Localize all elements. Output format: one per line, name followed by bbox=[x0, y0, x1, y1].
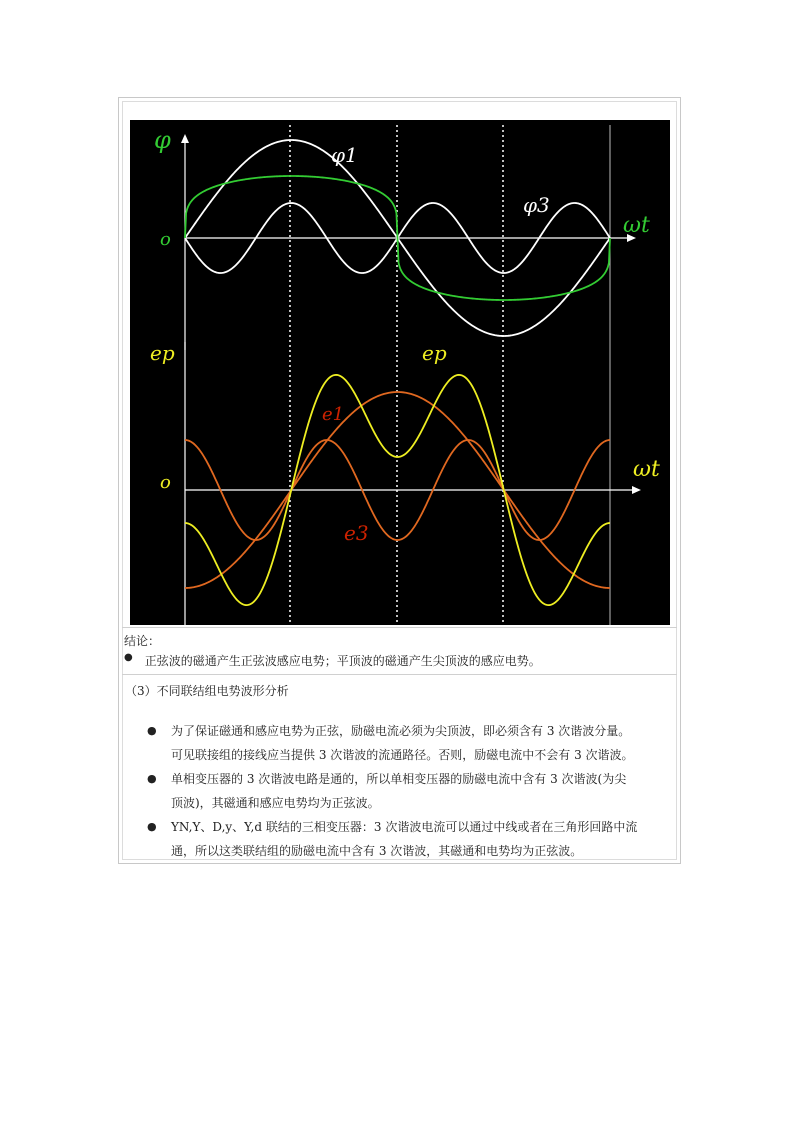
list-item bbox=[141, 719, 681, 767]
list-item-line: 可见联接组的接线应当提供 3 次谐波的流通路径。否则，励磁电流中不会有 3 次谐波。 bbox=[171, 748, 634, 762]
list-item-line: YN,Y、D,y、Y,d 联结的三相变压器：3 次谐波电流可以通过中线或者在三角形回路中流 bbox=[171, 820, 638, 834]
e3-label: e3 bbox=[344, 521, 369, 545]
conclusion-label: 结论： bbox=[124, 634, 161, 648]
bullet-icon: ● bbox=[147, 724, 157, 737]
conclusion-text: 正弦波的磁通产生正弦波感应电势；平顶波的磁通产生尖顶波的感应电势。 bbox=[144, 654, 541, 668]
content-frame bbox=[118, 97, 681, 864]
analysis-list bbox=[141, 719, 681, 863]
ep-label: ep bbox=[422, 341, 447, 365]
top-y-axis-arrow bbox=[181, 134, 189, 143]
list-item-line: 顶波)，其磁通和感应电势均为正弦波。 bbox=[171, 796, 380, 810]
list-item-line: 为了保证磁通和感应电势为正弦，励磁电流必须为尖顶波，即必须含有 3 次谐波分量。 bbox=[171, 724, 631, 738]
section-title: （3）不同联结组电势波形分析 bbox=[125, 684, 289, 698]
list-item bbox=[141, 815, 681, 863]
top-origin-label: o bbox=[160, 229, 171, 250]
row-divider bbox=[122, 627, 677, 628]
bottom-y-label: ep bbox=[150, 341, 175, 365]
conclusion-bullet bbox=[124, 652, 541, 669]
phi1-label: φ1 bbox=[331, 143, 358, 167]
waveform-figure bbox=[130, 120, 670, 625]
bottom-x-axis-arrow bbox=[632, 486, 641, 494]
list-item-line: 通，所以这类联结组的励磁电流中含有 3 次谐波，其磁通和电势均为正弦波。 bbox=[171, 844, 583, 858]
bottom-x-label: ωt bbox=[633, 457, 660, 482]
bullet-icon: ● bbox=[147, 820, 157, 833]
list-item bbox=[141, 767, 681, 815]
bottom-origin-label: o bbox=[160, 472, 171, 493]
top-y-label: φ bbox=[154, 126, 171, 154]
waveform-svg bbox=[130, 120, 670, 625]
list-item-line: 单相变压器的 3 次谐波电路是通的，所以单相变压器的励磁电流中含有 3 次谐波(为尖 bbox=[171, 772, 627, 786]
bullet-icon: ● bbox=[124, 652, 133, 663]
top-x-label: ωt bbox=[623, 213, 650, 238]
e1-label: e1 bbox=[322, 404, 345, 425]
row-divider bbox=[122, 674, 677, 675]
bullet-icon: ● bbox=[147, 772, 157, 785]
phi3-label: φ3 bbox=[523, 193, 550, 217]
